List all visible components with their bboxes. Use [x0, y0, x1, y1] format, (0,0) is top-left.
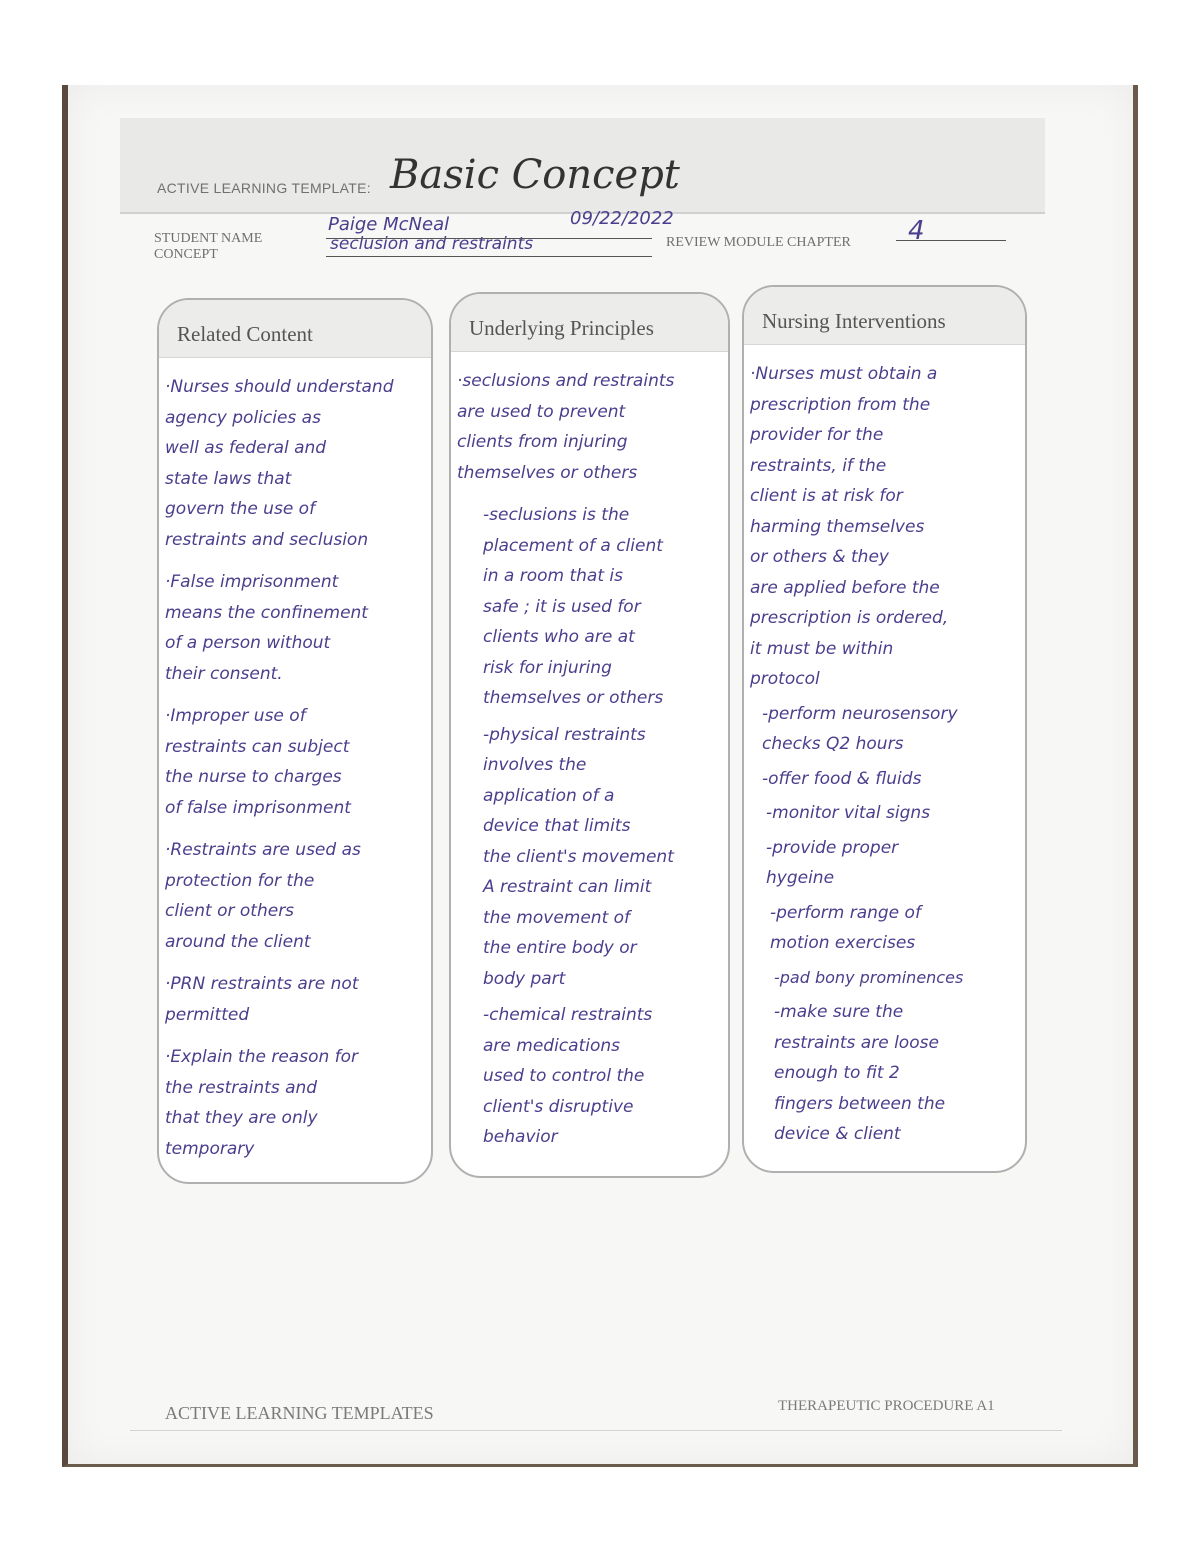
intervention-entry: -perform neurosensory checks Q2 hours — [762, 703, 958, 754]
related-entry: ·False imprisonment means the confinement of a person without their consent. — [165, 572, 368, 684]
footer-divider — [130, 1430, 1062, 1431]
underlying-principles-box — [449, 292, 730, 1178]
intervention-entry: -provide proper hygeine — [766, 837, 899, 888]
related-entry: ·Restraints are used as protection for the client or others around the client — [165, 840, 361, 952]
date-value: 09/22/2022 — [570, 208, 674, 229]
template-label: ACTIVE LEARNING TEMPLATE: — [157, 180, 371, 196]
principle-entry: ·seclusions and restraints are used to prevent clients from injuring themselves or others — [457, 371, 675, 483]
student-name-label: STUDENT NAME — [154, 231, 263, 246]
template-title: Basic Concept — [390, 152, 680, 198]
intervention-entry: -pad bony prominences — [774, 967, 964, 987]
related-content-box — [157, 298, 433, 1184]
underlying-principles-heading: Underlying Principles — [451, 294, 728, 352]
chapter-underline — [896, 240, 1006, 241]
intervention-entry: -monitor vital signs — [766, 803, 931, 823]
related-entry: ·Explain the reason for the restraints and that they are only temporary — [165, 1047, 359, 1159]
chapter-value: 4 — [908, 216, 925, 246]
intervention-entry: -perform range of motion exercises — [770, 902, 921, 953]
related-entry: ·Improper use of restraints can subject the nurse to charges of false imprisonment — [165, 706, 351, 818]
review-module-label: REVIEW MODULE CHAPTER — [666, 235, 851, 250]
concept-value: seclusion and restraints — [330, 234, 534, 254]
footer-right-label: THERAPEUTIC PROCEDURE A1 — [778, 1398, 995, 1414]
student-name-value: Paige McNeal — [328, 214, 450, 235]
name-underline — [326, 238, 652, 239]
footer-left-label: ACTIVE LEARNING TEMPLATES — [165, 1403, 434, 1423]
principle-entry: -chemical restraints are medications used to control the client's disruptive behavior — [483, 1005, 653, 1147]
intervention-entry: -make sure the restraints are loose enough to fit 2 fingers between the device & client — [774, 1002, 946, 1144]
concept-underline — [326, 256, 652, 257]
intervention-entry: ·Nurses must obtain a prescription from the provider for the restraints, if the client is at risk for harming themselves or others & they are applied before the prescription is ordered, it must be within protocol — [750, 364, 949, 689]
related-entry: ·PRN restraints are not permitted — [165, 974, 359, 1025]
principle-entry: -seclusions is the placement of a client in a room that is safe ; it is used for clients who are at risk for injuring themselves or others — [483, 505, 664, 708]
related-content-heading: Related Content — [159, 300, 431, 358]
nursing-interventions-heading: Nursing Interventions — [744, 287, 1025, 345]
concept-label: CONCEPT — [154, 247, 218, 262]
related-entry: ·Nurses should understand agency policies as well as federal and state laws that govern the use of restraints and seclusion — [165, 377, 394, 550]
principle-entry: -physical restraints involves the application of a device that limits the client's movement A restraint can limit the movement of the entire body or body part — [483, 724, 674, 989]
intervention-entry: -offer food & fluids — [762, 768, 922, 789]
nursing-interventions-box — [742, 285, 1027, 1173]
